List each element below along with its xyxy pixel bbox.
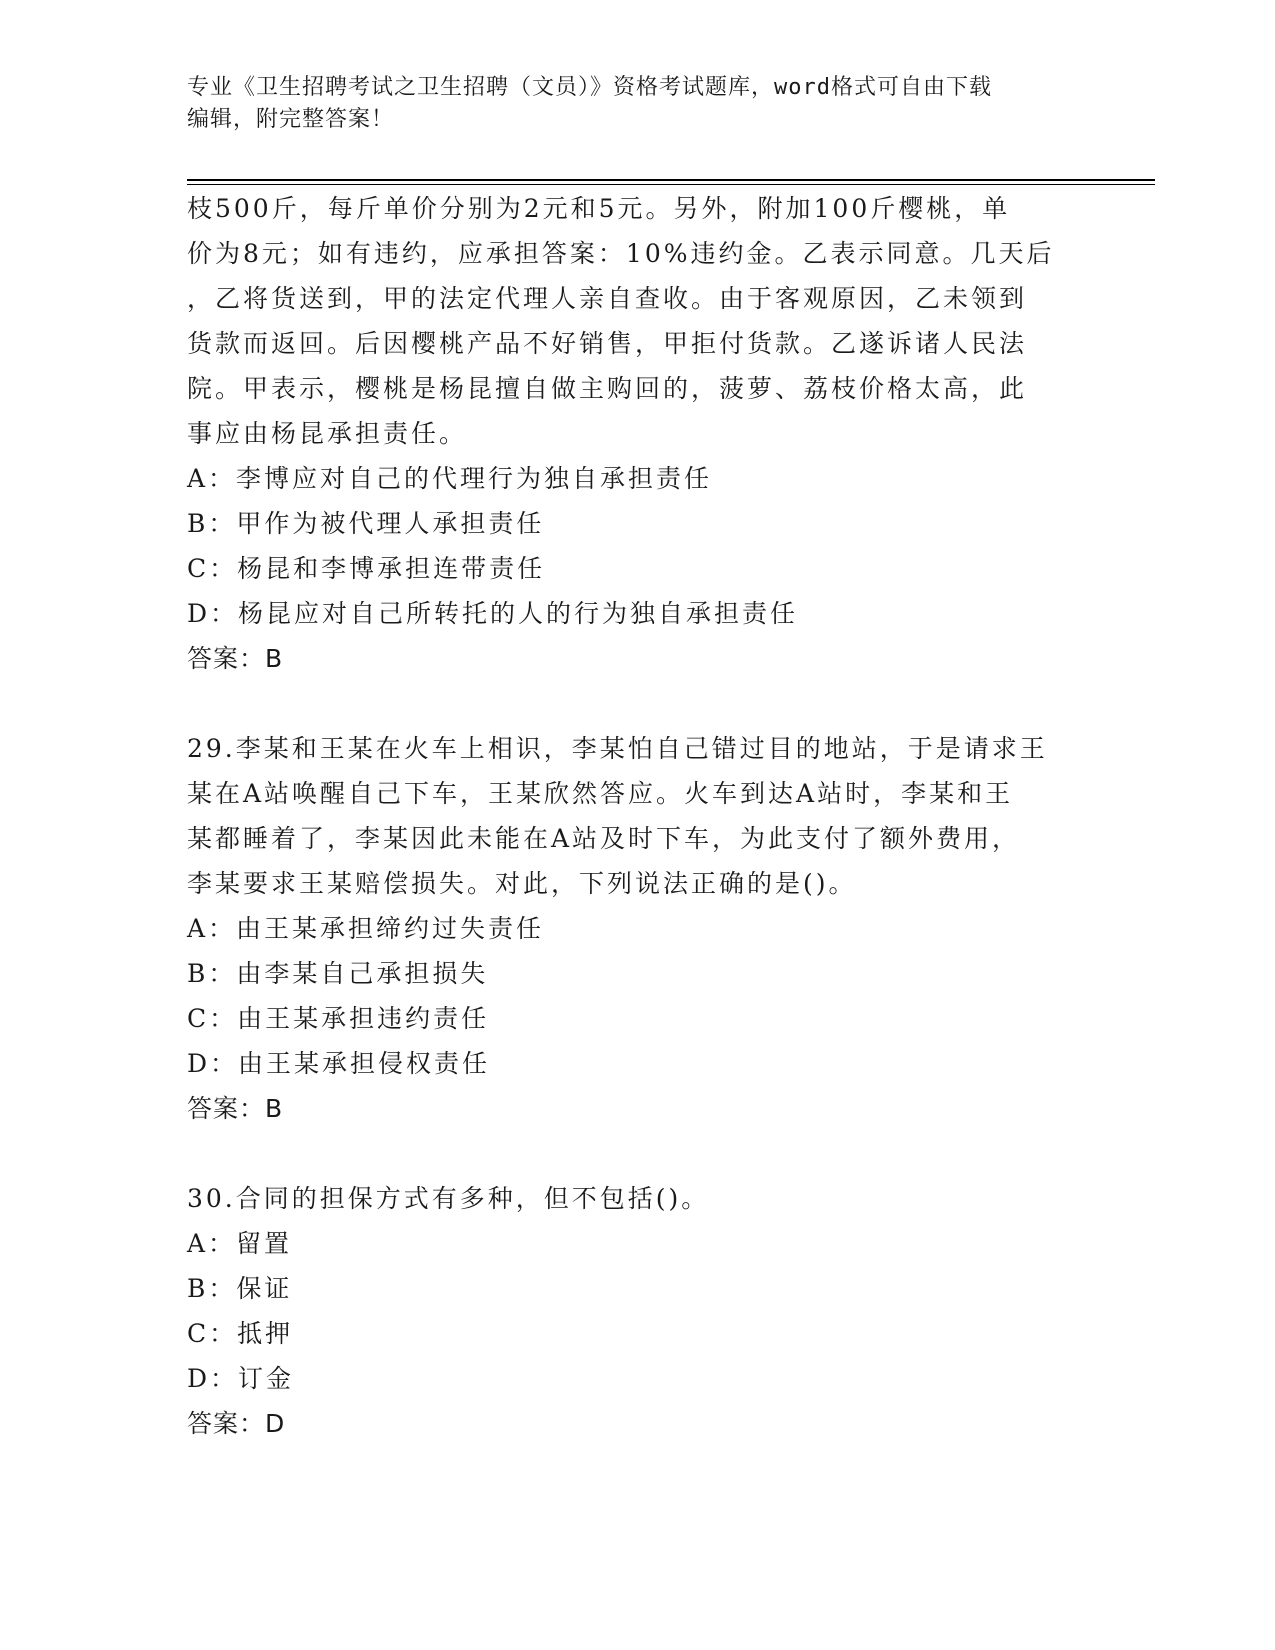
option-c: C：由王某承担违约责任 bbox=[187, 1004, 490, 1033]
question-stem-line: 某在A站唤醒自己下车，王某欣然答应。火车到达A站时，李某和王 bbox=[187, 779, 1014, 808]
question-stem-line: 价为8元；如有违约，应承担答案：10%违约金。乙表示同意。几天后 bbox=[187, 239, 1055, 268]
header-divider-thick bbox=[187, 179, 1155, 181]
question-stem-line: 某都睡着了，李某因此未能在A站及时下车，为此支付了额外费用， bbox=[187, 824, 1021, 853]
option-b: B：甲作为被代理人承担责任 bbox=[187, 509, 545, 538]
answer-line: 答案：B bbox=[187, 1094, 284, 1123]
question-stem-line: ，乙将货送到，甲的法定代理人亲自查收。由于客观原因，乙未领到 bbox=[187, 284, 1028, 313]
document-header bbox=[187, 72, 1087, 136]
option-b: B：保证 bbox=[187, 1274, 293, 1303]
option-c: C：杨昆和李博承担连带责任 bbox=[187, 554, 546, 583]
option-d: D：杨昆应对自己所转托的人的行为独自承担责任 bbox=[187, 599, 799, 628]
option-b: B：由李某自己承担损失 bbox=[187, 959, 489, 988]
question-stem-line: 枝500斤，每斤单价分别为2元和5元。另外，附加100斤樱桃，单 bbox=[187, 194, 1011, 223]
option-a: A：留置 bbox=[187, 1229, 293, 1258]
option-a: A：李博应对自己的代理行为独自承担责任 bbox=[187, 464, 713, 493]
question-stem-line: 事应由杨昆承担责任。 bbox=[187, 419, 468, 448]
header-line-2: 编辑，附完整答案！ bbox=[187, 107, 395, 132]
option-d: D：由王某承担侵权责任 bbox=[187, 1049, 491, 1078]
header-divider-thin bbox=[187, 184, 1155, 185]
question-stem-line: 29.李某和王某在火车上相识，李某怕自己错过目的地站，于是请求王 bbox=[187, 734, 1048, 763]
option-a: A：由王某承担缔约过失责任 bbox=[187, 914, 545, 943]
answer-line: 答案：B bbox=[187, 644, 284, 673]
question-stem-line: 院。甲表示，樱桃是杨昆擅自做主购回的，菠萝、荔枝价格太高，此 bbox=[187, 374, 1028, 403]
question-stem-line: 李某要求王某赔偿损失。对此，下列说法正确的是()。 bbox=[187, 869, 857, 898]
option-d: D：订金 bbox=[187, 1364, 295, 1393]
answer-line: 答案：D bbox=[187, 1409, 286, 1438]
header-line-1: 专业《卫生招聘考试之卫生招聘（文员）》资格考试题库，word格式可自由下载 bbox=[187, 75, 992, 100]
question-stem-line: 货款而返回。后因樱桃产品不好销售，甲拒付货款。乙遂诉诸人民法 bbox=[187, 329, 1028, 358]
question-stem-line: 30.合同的担保方式有多种，但不包括()。 bbox=[187, 1184, 710, 1213]
option-c: C：抵押 bbox=[187, 1319, 294, 1348]
